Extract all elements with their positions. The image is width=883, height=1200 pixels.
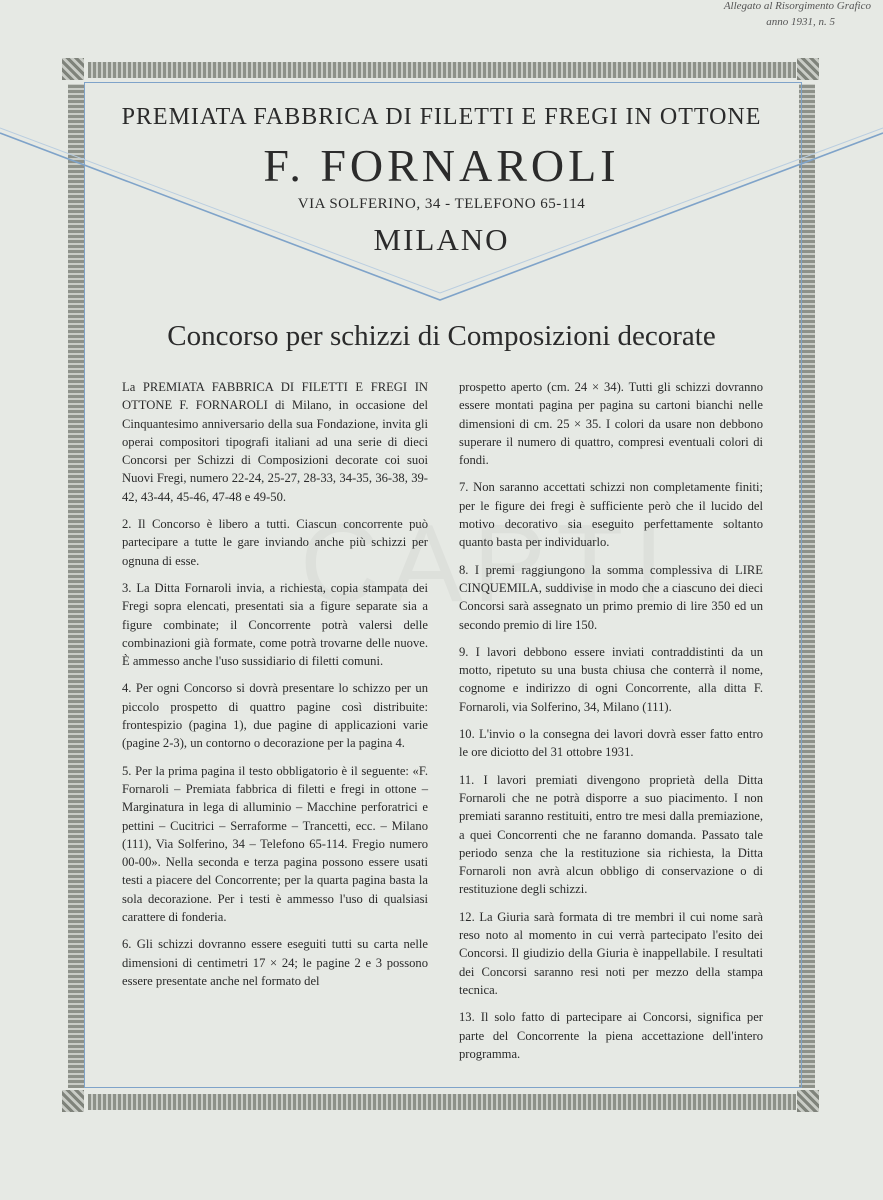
- paragraph-8: 8. I premi raggiungono la somma complessiva di LIRE CINQUEMILA, suddivise in modo che a ciascuno dei dieci Concorsi sarà assegnato un primo premio di lire 350 ed un secondo premio di lire 150.: [459, 562, 763, 632]
- paragraph-12: 12. La Giuria sarà formata di tre membri il cui nome sarà reso noto al momento in cui verrà partecipato l'esito dei Concorsi. Il giudizio della Giuria è inappellabile. I resultati dei Concorsi saranno resi noti per mezzo della stampa tecnica.: [459, 909, 763, 997]
- paragraph-4: 4. Per ogni Concorso si dovrà presentare lo schizzo per un piccolo prospetto di quattro pagine così distribuite: frontespizio (pagina 1), due pagine di applicazioni varie (pagine 2-3), un contorno o decorazione per la pagina 4.: [122, 681, 428, 751]
- paragraph-2: 2. Il Concorso è libero a tutti. Ciascun concorrente può partecipare a tutte le gare inviando anche più schizzi per ognuna di esse.: [122, 517, 428, 568]
- paragraph-6: 6. Gli schizzi dovranno essere eseguiti tutti su carta nelle dimensioni di centimetri 17 × 24; le pagine 2 e 3 possono essere presentate anche nel formato del: [122, 937, 428, 988]
- paragraph-10: 10. L'invio o la consegna dei lavori dovrà esser fatto entro le ore diciotto del 31 ottobre 1931.: [459, 727, 763, 760]
- margin-note-line2: anno 1931, n. 5: [766, 16, 835, 28]
- text-column-left: [122, 378, 428, 999]
- paragraph-6-cont: prospetto aperto (cm. 24 × 34). Tutti gli schizzi dovranno essere montati pagina per pagina su cartoni bianchi nelle dimensioni di cm. 25 × 35. I colori da usare non debbono superare il numero di quattro, compresi eventuali colori di fondi.: [459, 380, 763, 468]
- text-column-right: [459, 378, 763, 1072]
- paragraph-9: 9. I lavori debbono essere inviati contraddistinti da un motto, ripetuto su una busta chiusa che conterrà il nome, cognome e indirizzo di ogni Concorrente, alla ditta F. Fornaroli, via Solferino, 34, Milano (111).: [459, 644, 763, 714]
- paragraph-11: 11. I lavori premiati divengono proprietà della Ditta Fornaroli che ne potrà disporre a suo piacimento. I non premiati saranno restituiti, entro tre mesi dalla premiazione, a quei Concorrenti che ne faranno domanda. Passato tale periodo senza che la restituzione sia richiesta, la Ditta Fornaroli non avrà alcun obbligo di conservazione o di restituzione degli schizzi.: [459, 772, 763, 897]
- company-address: VIA SOLFERINO, 34 - TELEFONO 65-114: [297, 196, 586, 212]
- paragraph-13: 13. Il solo fatto di partecipare ai Concorsi, significa per parte del Concorrente la piena accettazione dell'intero programma.: [459, 1010, 763, 1061]
- header-line1: PREMIATA FABBRICA DI FILETTI E FREGI IN OTTONE: [121, 104, 762, 130]
- page-title: Concorso per schizzi di Composizioni decorate: [167, 320, 716, 352]
- paragraph-intro: La PREMIATA FABBRICA DI FILETTI E FREGI IN OTTONE F. FORNAROLI di Milano, in occasione del Cinquantesimo anniversario della sua Fondazione, invita gli operai compositori tipografi italiani ad una serie di dieci Concorsi per Schizzi di Composizioni decorate coi suoi Nuovi Fregi, numero 22-24, 25-27, 28-33, 34-35, 36-38, 39-42, 43-44, 45-46, 47-48 e 49-50.: [122, 380, 428, 504]
- company-name: F. FORNAROLI: [263, 140, 620, 191]
- paragraph-7: 7. Non saranno accettati schizzi non completamente finiti; per le figure dei fregi è sufficiente però che il lucido del motivo decorativo sia eseguito perfettamente soltanto quanto basta per individuarlo.: [459, 480, 763, 550]
- paragraph-3: 3. La Ditta Fornaroli invia, a richiesta, copia stampata dei Fregi sopra elencati, presentati sia a figure separate sia a figure combinate; il Concorrente potrà valersi delle combinazioni già formate, come potrà trovarne delle nuove. È ammesso anche l'uso sussidiario di filetti comuni.: [122, 580, 428, 669]
- paragraph-5: 5. Per la prima pagina il testo obbligatorio è il seguente: «F. Fornaroli – Premiata fabbrica di filetti e fregi in ottone – Marginatura in lega di alluminio – Macchine perforatrici e pettini – Cucitrici – Serraforme – Trancetti, ecc. – Milano (111), Via Solferino, 34 – Telefono 65-114. Fregio numero 00-00». Nella seconda e terza pagina possono essere usati testi a piacere del Concorrente; per la quarta pagina basta la sola decorazione. Per i testi è ammesso l'uso di qualsiasi carattere di fonderia.: [122, 763, 428, 925]
- margin-note-line1: Allegato al Risorgimento Grafico: [723, 0, 871, 12]
- company-city: MILANO: [373, 222, 510, 257]
